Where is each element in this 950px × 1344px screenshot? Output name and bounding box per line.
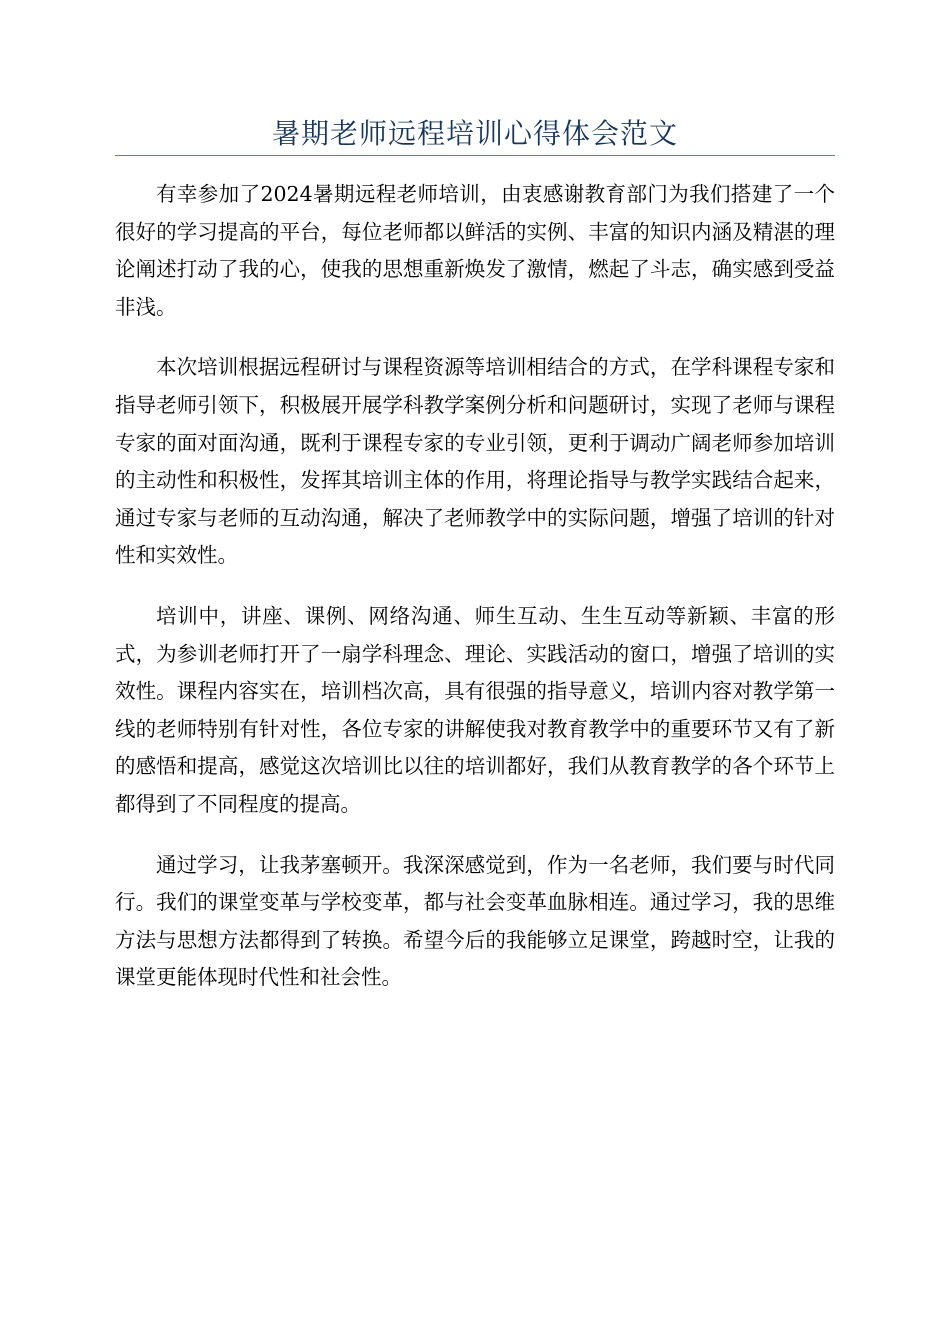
paragraph: 有幸参加了2024暑期远程老师培训，由衷感谢教育部门为我们搭建了一个很好的学习提高的平台，每位老师都以鲜活的实例、丰富的知识内涵及精湛的理论阐述打动了我的心，使我的思想重新焕发了激情，燃起了斗志，确实感到受益非浅。 xyxy=(115,182,835,319)
document-title: 暑期老师远程培训心得体会范文 xyxy=(271,117,678,150)
document-body xyxy=(115,176,835,1020)
paragraph: 培训中，讲座、课例、网络沟通、师生互动、生生互动等新颖、丰富的形式，为参训老师打开了一扇学科理念、理论、实践活动的窗口，增强了培训的实效性。课程内容实在，培训档次高，具有很强的指导意义，培训内容对教学第一线的老师特别有针对性，各位专家的讲解使我对教育教学中的重要环节又有了新的感悟和提高，感觉这次培训比以往的培训都好，我们从教育教学的各个环节上都得到了不同程度的提高。 xyxy=(115,603,835,816)
paragraph: 通过学习，让我茅塞顿开。我深深感觉到，作为一名老师，我们要与时代同行。我们的课堂变革与学校变革，都与社会变革血脉相连。通过学习，我的思维方法与思想方法都得到了转换。希望今后的我能够立足课堂，跨越时空，让我的课堂更能体现时代性和社会性。 xyxy=(115,852,835,990)
paragraph: 本次培训根据远程研讨与课程资源等培训相结合的方式，在学科课程专家和指导老师引领下，积极展开展学科教学案例分析和问题研讨，实现了老师与课程专家的面对面沟通，既利于课程专家的专业引领，更利于调动广阔老师参加培训的主动性和积极性，发挥其培训主体的作用，将理论指导与教学实践结合起来，通过专家与老师的互动沟通，解决了老师教学中的实际问题，增强了培训的针对性和实效性。 xyxy=(115,355,835,568)
title-block xyxy=(115,112,835,156)
